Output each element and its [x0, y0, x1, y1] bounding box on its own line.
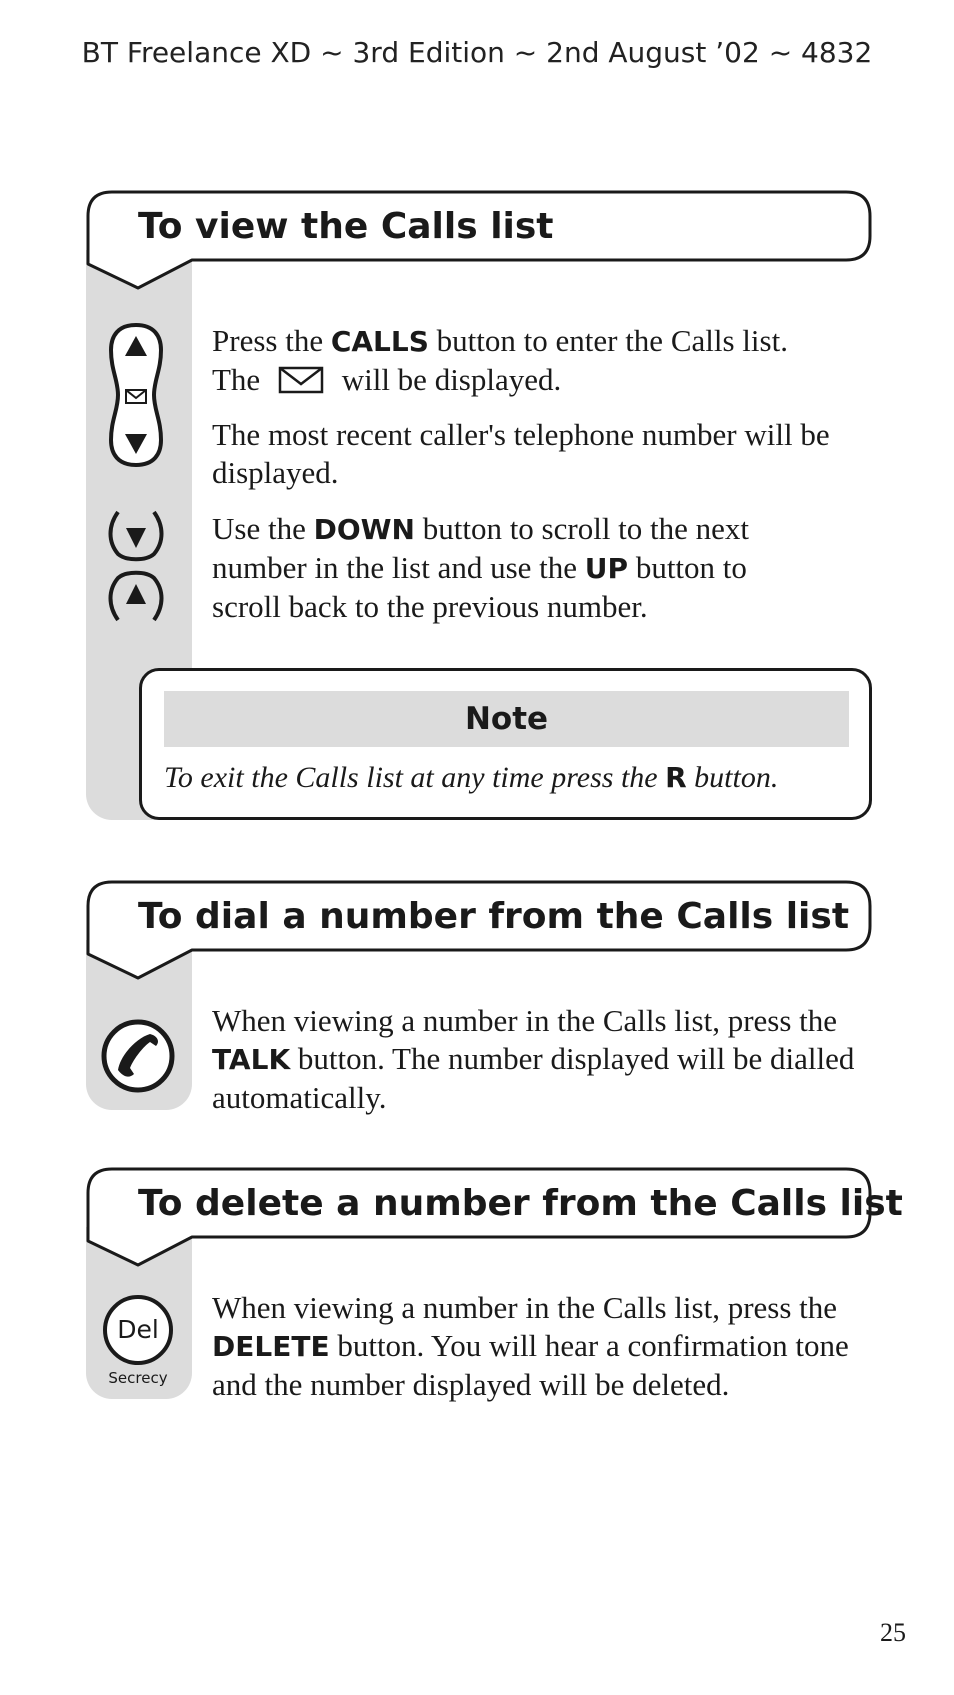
secrecy-caption: Secrecy — [108, 1369, 168, 1387]
paragraph-delete: When viewing a number in the Calls list, press the DELETE button. You will hear a confirmation tone and the number displayed will be deleted. — [212, 1290, 849, 1402]
page-number: 25 — [880, 1618, 906, 1647]
section-title: To view the Calls list — [138, 206, 554, 247]
section-view-calls — [86, 190, 872, 820]
note-heading: Note — [164, 691, 849, 747]
note-text: To exit the Calls list at any time press the R button. — [164, 761, 779, 794]
paragraph-enter-calls: Press the CALLS button to enter the Calls list. The will be displayed. — [212, 322, 872, 403]
talk-handset-icon — [100, 1018, 176, 1099]
section-title: To delete a number from the Calls list — [138, 1183, 903, 1224]
page-header: BT Freelance XD ~ 3rd Edition ~ 2nd August ’02 ~ 4832 — [81, 36, 873, 69]
delete-button-icon — [102, 1295, 174, 1387]
delete-button-circle: Del — [103, 1295, 173, 1365]
paragraph-talk: When viewing a number in the Calls list, press the TALK button. The number displayed will be dialled automatically. — [212, 1003, 855, 1115]
section-delete-number — [86, 1167, 903, 1402]
envelope-icon — [278, 365, 324, 403]
note-box — [139, 668, 872, 820]
section-title: To dial a number from the Calls list — [138, 896, 850, 937]
section-heading-tab — [86, 190, 872, 298]
calls-up-down-icon — [108, 322, 164, 473]
section-heading-tab — [86, 880, 872, 988]
paragraph-scroll: Use the DOWN button to scroll to the next number in the list and use the UP button to scroll back to the previous number. — [212, 511, 750, 624]
up-button-icon — [108, 570, 164, 631]
paragraph-recent-caller: The most recent caller's telephone number will be displayed. — [212, 417, 830, 490]
section-dial-number — [86, 880, 872, 1115]
down-button-icon — [108, 506, 164, 567]
section-heading-tab — [86, 1167, 903, 1275]
